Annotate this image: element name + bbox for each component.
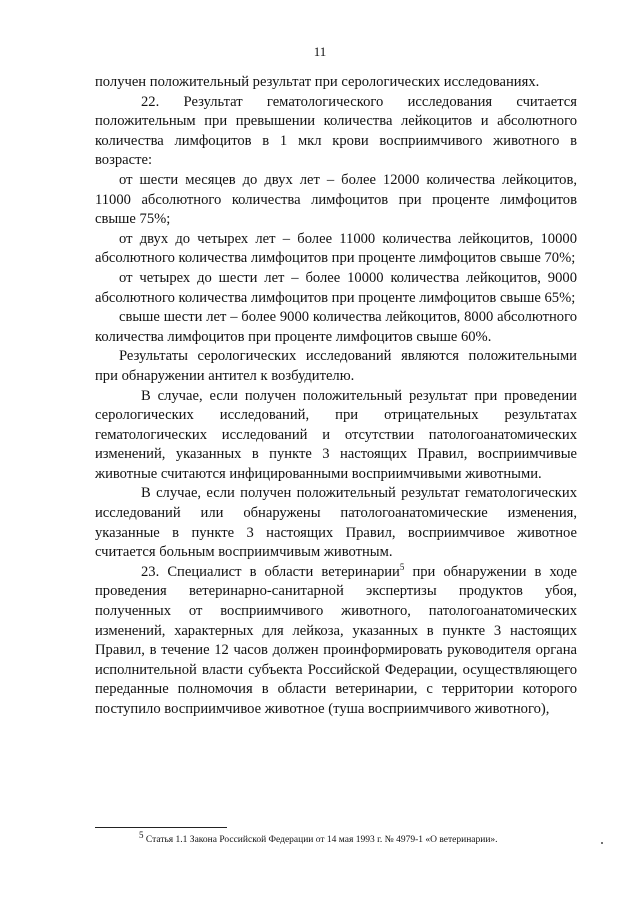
paragraph-number: 22. [141,93,160,110]
paragraph-23 [95,563,577,720]
age-criterion-over-6y: свыше шести лет – более 9000 количества лейкоцитов, 8000 абсолютного количества лимфоцитов при проценте лимфоцитов свыше 60%. [95,309,577,345]
footnote-marker: 5 [139,829,144,840]
footnote-text: Статья 1.1 Закона Российской Федерации от 14 мая 1993 г. № 4979-1 «О ветеринарии». [145,835,498,845]
paragraph-text-continued: при обнаружении в ходе проведения ветеринарно-санитарной экспертизы продуктов убоя, полученных от восприимчивого животного, патологоанатомических изменений, характерных для лейкоза, указанных в пункте 3 настоящих Правил, в течение 12 часов должен проинформировать руководителя органа исполнительной власти субъекта Российской Федерации, осуществляющего переданные полномочия в области ветеринарии, с территории которого поступило восприимчивое животное (туша восприимчивого животного), [95,563,578,717]
age-criterion-2y-4y: от двух до четырех лет – более 11000 количества лейкоцитов, 10000 абсолютного количества лимфоцитов при проценте лимфоцитов свыше 70%; [95,230,577,267]
age-criterion-4y-6y: от четырех до шести лет – более 10000 количества лейкоцитов, 9000 абсолютного количества лимфоцитов при проценте лимфоцитов свыше 65%; [95,269,577,306]
paragraph-sick-animals: В случае, если получен положительный результат гематологических исследований или обнаружены патологоанатомические изменения, указанные в пункте 3 настоящих Правил, восприимчивое животное считается больным восприимчивым животным. [95,485,577,561]
paragraph-number: 23. [141,563,160,580]
age-criterion-6m-2y: от шести месяцев до двух лет – более 12000 количества лейкоцитов, 11000 абсолютного количества лимфоцитов при проценте лимфоцитов свыше 75%; [95,171,577,228]
paragraph-continuation: получен положительный результат при серологических исследованиях. [95,74,540,90]
paragraph-22 [95,93,577,171]
paragraph-text: Результат гематологического исследования считается положительным при превышении количества лейкоцитов и абсолютного количества лимфоцитов в 1 мкл крови восприимчивого животного в возрасте: [95,93,577,169]
scan-speck [601,842,603,844]
page-number: 11 [313,44,327,59]
footnote [95,829,577,846]
footnote-reference[interactable]: 5 [399,561,405,572]
paragraph-serology-result: Результаты серологических исследований являются положительными при обнаружении антител к возбудителю. [95,348,577,384]
paragraph-text: Специалист в области ветеринарии [167,563,400,580]
document-body [95,73,577,720]
paragraph-infected-animals: В случае, если получен положительный результат при проведении серологических исследований, при отрицательных результатах гематологических исследований и отсутствии патологоанатомических изменений, указанных в пункте 3 настоящих Правил, восприимчивые животные считаются инфицированными восприимчивыми животными. [95,387,577,482]
footnote-divider [95,827,227,828]
